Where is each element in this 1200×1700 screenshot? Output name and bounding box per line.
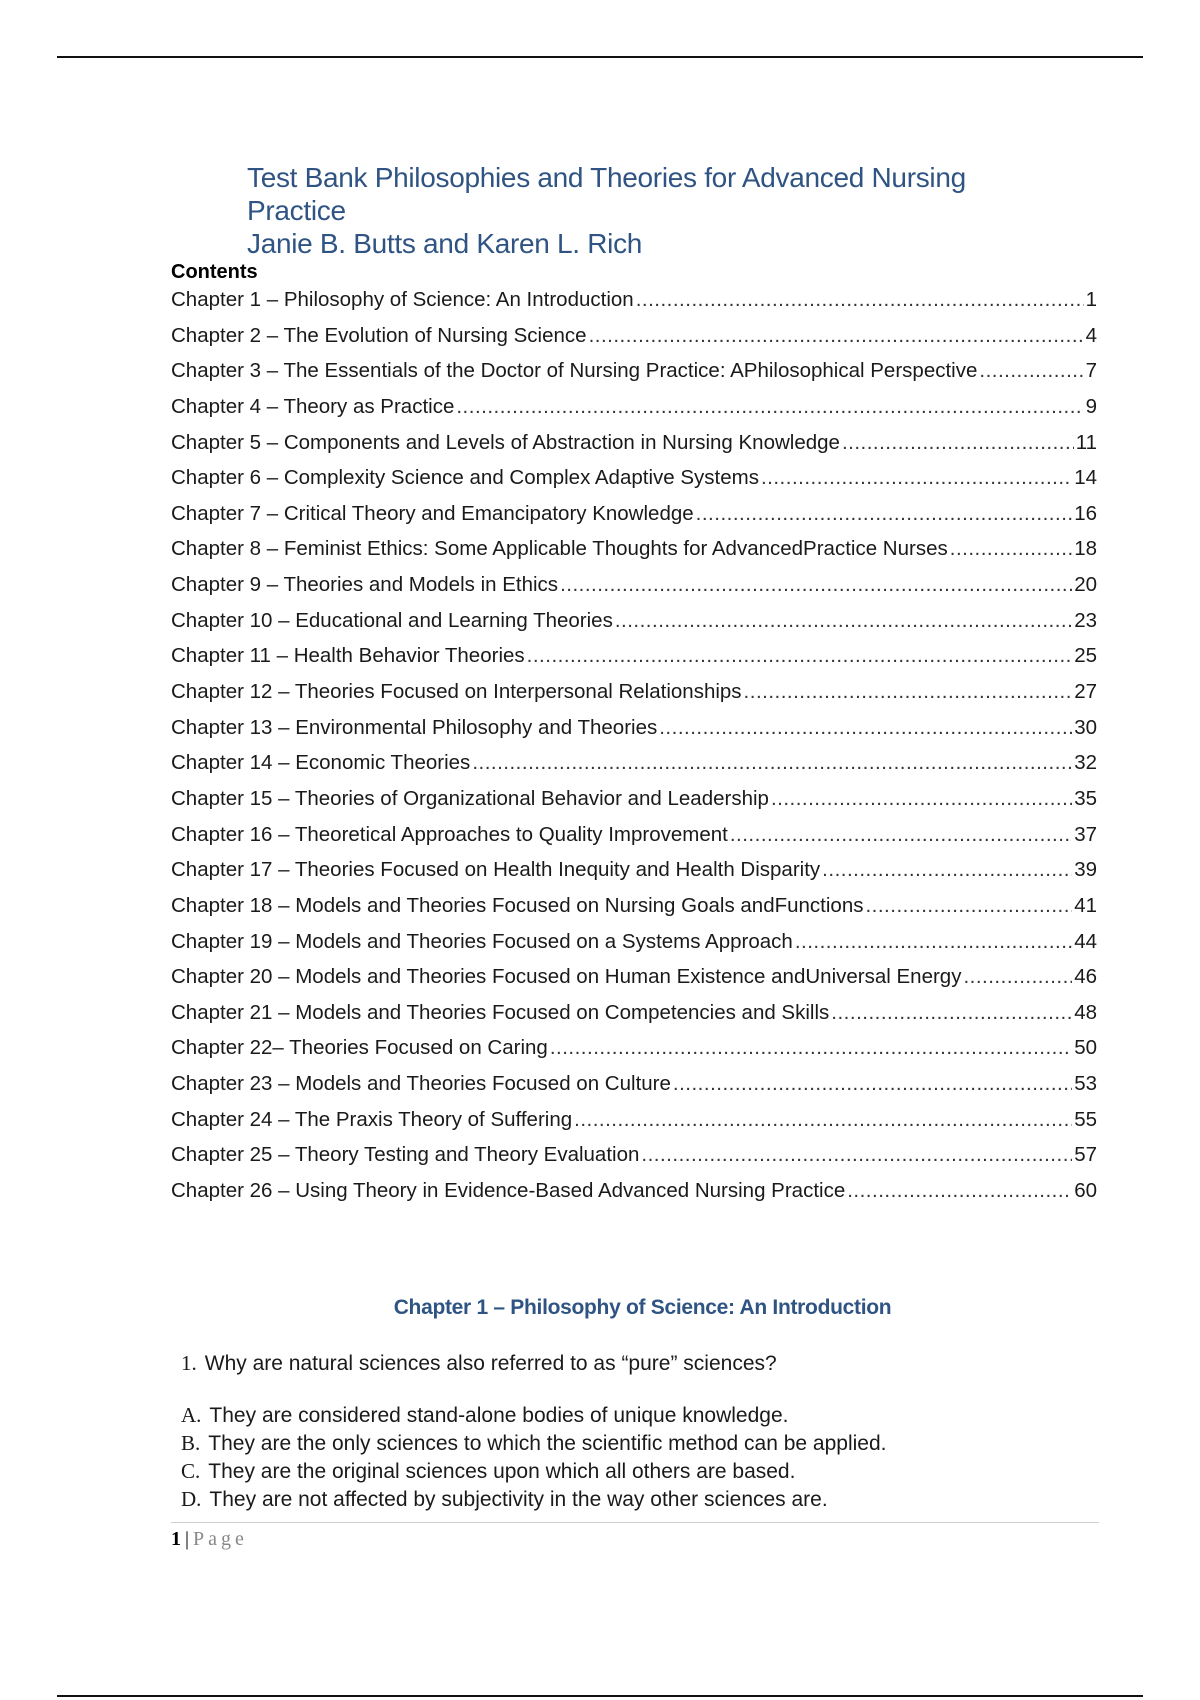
answer-text: They are the only sciences to which the scientific method can be applied.	[208, 1432, 887, 1455]
document-authors: Janie B. Butts and Karen L. Rich	[247, 228, 643, 259]
toc-entry-page: 11	[1075, 430, 1097, 454]
toc-entry[interactable]	[171, 282, 1097, 318]
toc-dot-leader	[847, 1173, 1072, 1209]
toc-entry-title: Chapter 21 – Models and Theories Focused on Competencies and Skills	[171, 1000, 830, 1024]
toc-dot-leader	[636, 282, 1084, 318]
toc-entry[interactable]	[171, 1137, 1097, 1173]
toc-entry-title: Chapter 7 – Critical Theory and Emancipatory Knowledge	[171, 501, 694, 525]
toc-entry-title: Chapter 3 – The Essentials of the Doctor of Nursing Practice: APhilosophical Perspective	[171, 359, 978, 383]
answer-choices	[181, 1401, 886, 1513]
toc-entry-page: 53	[1074, 1072, 1097, 1096]
toc-entry[interactable]	[171, 567, 1097, 603]
toc-dot-leader	[673, 1066, 1072, 1102]
toc-dot-leader	[574, 1102, 1072, 1138]
footer-page-label: Page	[193, 1528, 248, 1550]
toc-entry[interactable]	[171, 888, 1097, 924]
toc-entry-title: Chapter 13 – Environmental Philosophy and Theories	[171, 715, 658, 739]
toc-entry[interactable]	[171, 1173, 1097, 1209]
toc-entry-page: 30	[1074, 715, 1097, 739]
chapter-heading: Chapter 1 – Philosophy of Science: An Introduction	[393, 1296, 892, 1319]
toc-entry-page: 55	[1074, 1107, 1097, 1131]
toc-entry-title: Chapter 25 – Theory Testing and Theory Evaluation	[171, 1143, 640, 1167]
toc-entry[interactable]	[171, 318, 1097, 354]
toc-entry[interactable]	[171, 781, 1097, 817]
contents-heading: Contents	[171, 261, 258, 283]
toc-dot-leader	[979, 353, 1083, 389]
toc-entry-title: Chapter 24 – The Praxis Theory of Suffering	[171, 1107, 573, 1131]
toc-entry-title: Chapter 18 – Models and Theories Focused on Nursing Goals andFunctions	[171, 893, 864, 917]
toc-entry-title: Chapter 9 – Theories and Models in Ethics	[171, 573, 559, 597]
toc-dot-leader	[472, 745, 1072, 781]
toc-entry-title: Chapter 23 – Models and Theories Focused on Culture	[171, 1072, 671, 1096]
toc-entry[interactable]	[171, 353, 1097, 389]
toc-entry[interactable]	[171, 924, 1097, 960]
toc-dot-leader	[615, 603, 1072, 639]
toc-entry-page: 14	[1074, 466, 1097, 490]
toc-dot-leader	[730, 817, 1072, 853]
toc-dot-leader	[641, 1137, 1072, 1173]
document-title-block	[247, 161, 1067, 260]
toc-entry-page: 46	[1074, 965, 1097, 989]
toc-dot-leader	[771, 781, 1072, 817]
toc-entry-page: 23	[1074, 608, 1097, 632]
answer-choice	[181, 1401, 886, 1429]
toc-entry-page: 39	[1074, 858, 1097, 882]
toc-entry-page: 20	[1074, 573, 1097, 597]
toc-entry[interactable]	[171, 425, 1097, 461]
answer-letter: A.	[181, 1403, 202, 1427]
toc-entry[interactable]	[171, 852, 1097, 888]
answer-letter: C.	[181, 1459, 201, 1483]
toc-entry-page: 37	[1074, 822, 1097, 846]
footer-page-number: 1	[171, 1528, 181, 1550]
toc-entry[interactable]	[171, 959, 1097, 995]
toc-entry-title: Chapter 22– Theories Focused on Caring	[171, 1036, 548, 1060]
toc-entry[interactable]	[171, 1030, 1097, 1066]
toc-dot-leader	[963, 959, 1072, 995]
toc-dot-leader	[842, 425, 1074, 461]
toc-entry[interactable]	[171, 995, 1097, 1031]
toc-entry[interactable]	[171, 496, 1097, 532]
toc-entry[interactable]	[171, 674, 1097, 710]
toc-entry-page: 9	[1085, 394, 1097, 418]
answer-letter: D.	[181, 1487, 202, 1511]
toc-dot-leader	[831, 995, 1072, 1031]
toc-entry-page: 35	[1074, 786, 1097, 810]
top-border-line	[57, 56, 1143, 58]
toc-dot-leader	[696, 496, 1073, 532]
toc-entry[interactable]	[171, 1102, 1097, 1138]
toc-entry-page: 16	[1074, 501, 1097, 525]
toc-dot-leader	[560, 567, 1072, 603]
toc-entry-page: 18	[1074, 537, 1097, 561]
toc-dot-leader	[795, 924, 1072, 960]
toc-entry-title: Chapter 8 – Feminist Ethics: Some Applicable Thoughts for AdvancedPractice Nurses	[171, 537, 948, 561]
toc-dot-leader	[527, 638, 1073, 674]
toc-dot-leader	[865, 888, 1072, 924]
answer-choice	[181, 1485, 886, 1513]
toc-entry-title: Chapter 10 – Educational and Learning Theories	[171, 608, 613, 632]
toc-entry-page: 25	[1074, 644, 1097, 668]
toc-entry[interactable]	[171, 389, 1097, 425]
answer-text: They are the original sciences upon which all others are based.	[208, 1460, 796, 1483]
toc-dot-leader	[761, 460, 1072, 496]
answer-choice	[181, 1457, 886, 1485]
toc-entry-title: Chapter 2 – The Evolution of Nursing Science	[171, 323, 587, 347]
answer-choice	[181, 1429, 886, 1457]
toc-entry-title: Chapter 12 – Theories Focused on Interpersonal Relationships	[171, 680, 742, 704]
answer-text: They are considered stand-alone bodies of unique knowledge.	[209, 1404, 789, 1427]
toc-entry-title: Chapter 20 – Models and Theories Focused on Human Existence andUniversal Energy	[171, 965, 962, 989]
toc-entry-page: 44	[1074, 929, 1097, 953]
toc-entry[interactable]	[171, 745, 1097, 781]
toc-entry-title: Chapter 14 – Economic Theories	[171, 751, 471, 775]
footer-separator: |	[185, 1528, 190, 1550]
toc-entry[interactable]	[171, 710, 1097, 746]
toc-entry-title: Chapter 15 – Theories of Organizational Behavior and Leadership	[171, 786, 769, 810]
toc-dot-leader	[550, 1030, 1072, 1066]
question-1	[181, 1351, 777, 1376]
question-text: Why are natural sciences also referred to as “pure” sciences?	[204, 1352, 777, 1375]
toc-entry-title: Chapter 17 – Theories Focused on Health Inequity and Health Disparity	[171, 858, 821, 882]
toc-entry-page: 50	[1074, 1036, 1097, 1060]
toc-entry-page: 48	[1074, 1000, 1097, 1024]
toc-dot-leader	[589, 318, 1084, 354]
toc-entry-page: 4	[1085, 323, 1097, 347]
toc-dot-leader	[456, 389, 1083, 425]
toc-entry-page: 27	[1074, 680, 1097, 704]
toc-entry-title: Chapter 6 – Complexity Science and Complex Adaptive Systems	[171, 466, 759, 490]
toc-entry[interactable]	[171, 817, 1097, 853]
question-number: 1.	[181, 1351, 197, 1375]
toc-dot-leader	[659, 710, 1072, 746]
page-footer	[171, 1528, 248, 1551]
toc-entry[interactable]	[171, 460, 1097, 496]
toc-dot-leader	[744, 674, 1073, 710]
toc-entry-page: 32	[1074, 751, 1097, 775]
toc-entry-title: Chapter 5 – Components and Levels of Abstraction in Nursing Knowledge	[171, 430, 840, 454]
toc-entry-title: Chapter 1 – Philosophy of Science: An Introduction	[171, 288, 634, 311]
bottom-border-line	[57, 1695, 1143, 1697]
toc-entry-title: Chapter 4 – Theory as Practice	[171, 394, 455, 418]
toc-entry-title: Chapter 26 – Using Theory in Evidence-Based Advanced Nursing Practice	[171, 1179, 846, 1203]
toc-entry-page: 41	[1074, 893, 1097, 917]
document-title-line-2: Practice	[247, 195, 346, 226]
table-of-contents	[171, 282, 1097, 1209]
footer-divider	[171, 1522, 1099, 1523]
toc-entry-page: 1	[1085, 288, 1097, 311]
toc-entry-page: 60	[1074, 1179, 1097, 1203]
toc-entry[interactable]	[171, 638, 1097, 674]
answer-text: They are not affected by subjectivity in the way other sciences are.	[209, 1488, 828, 1511]
toc-dot-leader	[950, 531, 1072, 567]
document-title-line-1: Test Bank Philosophies and Theories for Advanced Nursing	[247, 162, 966, 193]
toc-entry-title: Chapter 19 – Models and Theories Focused on a Systems Approach	[171, 929, 793, 953]
toc-entry[interactable]	[171, 531, 1097, 567]
toc-entry-page: 57	[1074, 1143, 1097, 1167]
toc-entry-title: Chapter 11 – Health Behavior Theories	[171, 644, 525, 668]
toc-entry[interactable]	[171, 1066, 1097, 1102]
toc-entry-title: Chapter 16 – Theoretical Approaches to Quality Improvement	[171, 822, 728, 846]
toc-dot-leader	[822, 852, 1072, 888]
answer-letter: B.	[181, 1431, 201, 1455]
toc-entry[interactable]	[171, 603, 1097, 639]
toc-entry-page: 7	[1085, 359, 1097, 383]
